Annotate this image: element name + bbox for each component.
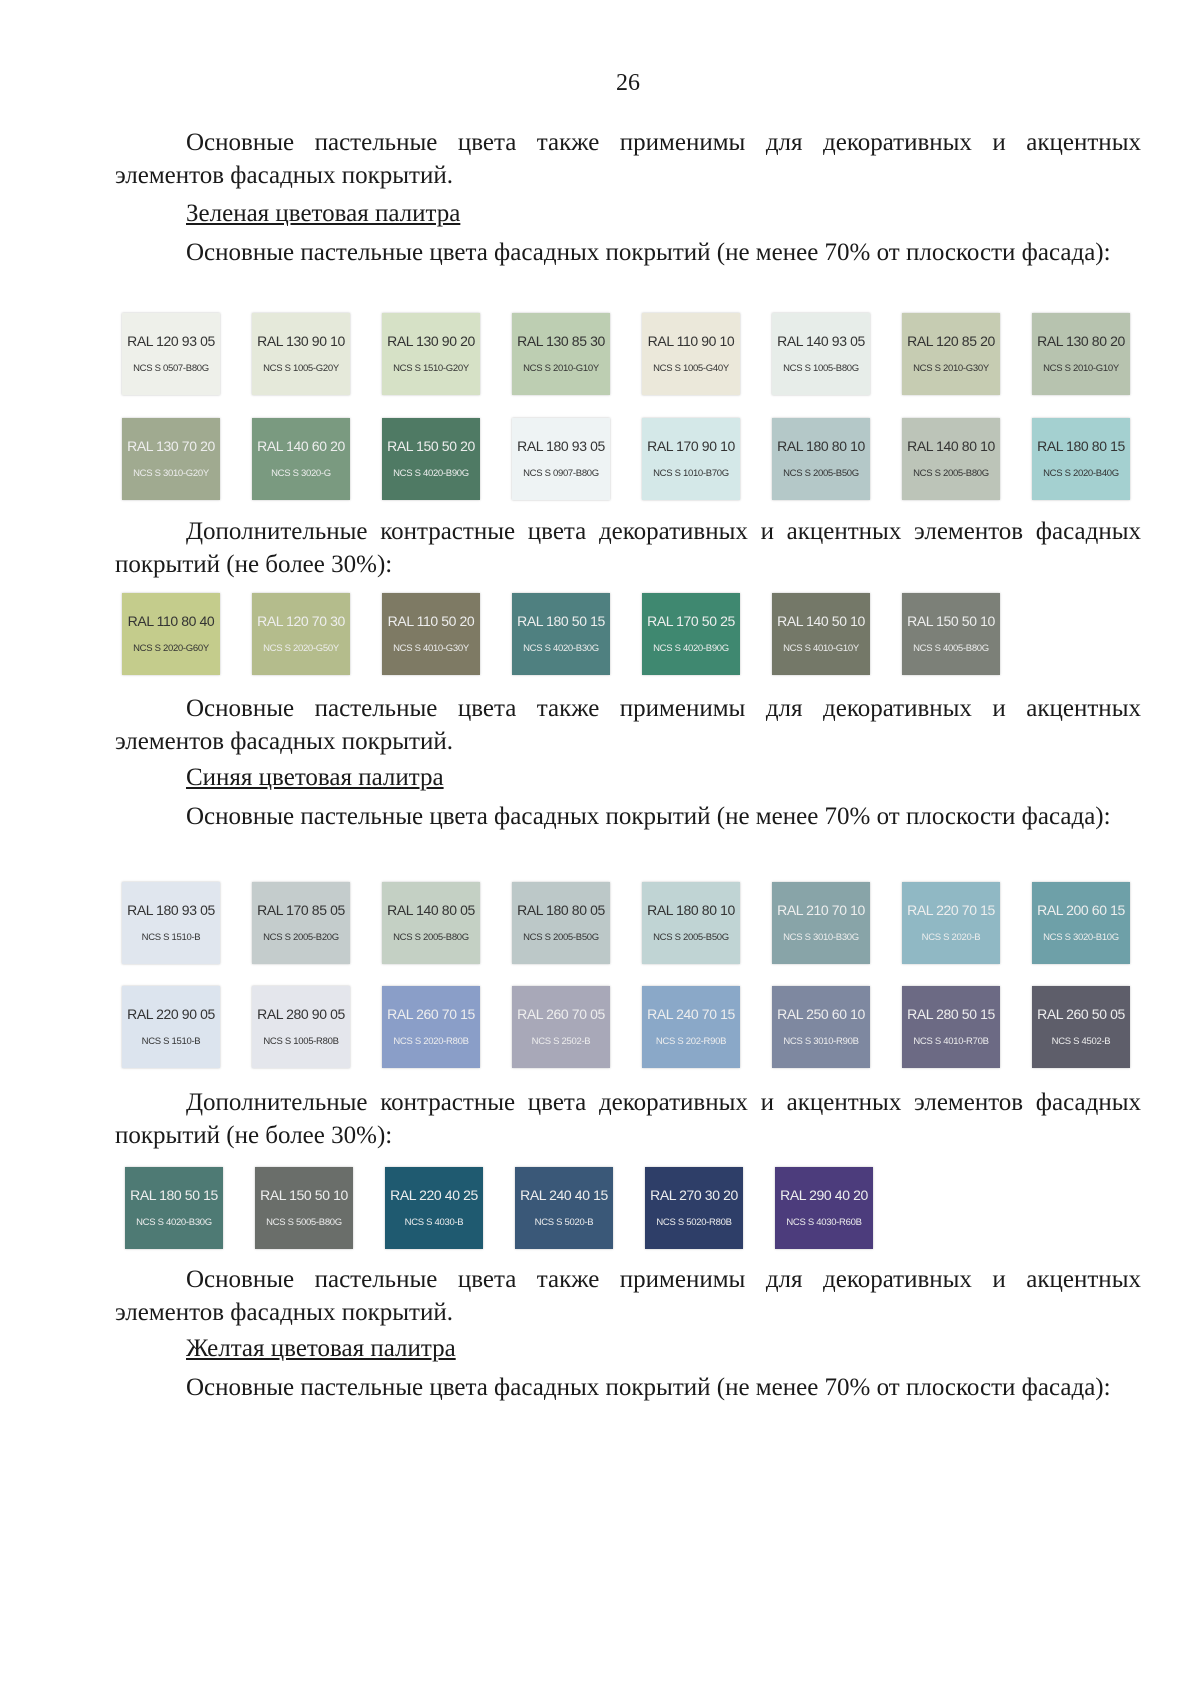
ral-code: RAL 140 60 20 bbox=[257, 438, 345, 454]
ncs-code: NCS S 1510-B bbox=[141, 1036, 201, 1047]
ncs-code: NCS S 1510-B bbox=[141, 932, 201, 943]
color-swatch bbox=[1032, 882, 1130, 964]
ncs-code: NCS S 4010-G10Y bbox=[783, 643, 859, 654]
ncs-code: NCS S 3010-R90B bbox=[783, 1036, 859, 1047]
color-swatch bbox=[122, 418, 220, 500]
ncs-code: NCS S 5020-B bbox=[534, 1217, 594, 1228]
ncs-code: NCS S 1005-G20Y bbox=[263, 363, 339, 374]
ncs-code: NCS S 4030-B bbox=[404, 1217, 464, 1228]
color-swatch bbox=[642, 986, 740, 1068]
color-swatch bbox=[512, 882, 610, 964]
ral-code: RAL 150 50 10 bbox=[907, 613, 995, 629]
color-swatch bbox=[255, 1167, 353, 1249]
ral-code: RAL 240 70 15 bbox=[647, 1006, 735, 1022]
ral-code: RAL 280 90 05 bbox=[257, 1006, 345, 1022]
paragraph-pastel-accent-3: Основные пастельные цвета также применимы для декоративных и акцентных элементов фасадных покрытий. bbox=[115, 1266, 1141, 1326]
ral-code: RAL 180 80 05 bbox=[517, 902, 605, 918]
color-swatch bbox=[642, 313, 740, 395]
ral-code: RAL 260 50 05 bbox=[1037, 1006, 1125, 1022]
color-swatch bbox=[122, 882, 220, 964]
ral-code: RAL 170 85 05 bbox=[257, 902, 345, 918]
color-swatch bbox=[382, 418, 480, 500]
ncs-code: NCS S 2020-R80B bbox=[393, 1036, 469, 1047]
ncs-code: NCS S 4020-B30G bbox=[136, 1217, 212, 1228]
ncs-code: NCS S 4005-B80G bbox=[913, 643, 989, 654]
ral-code: RAL 130 85 30 bbox=[517, 333, 605, 349]
color-swatch bbox=[772, 418, 870, 500]
paragraph-pastel-accent-2: Основные пастельные цвета также применимы для декоративных и акцентных элементов фасадных покрытий. bbox=[115, 695, 1141, 755]
ncs-code: NCS S 1005-G40Y bbox=[653, 363, 729, 374]
color-swatch bbox=[382, 882, 480, 964]
color-swatch bbox=[512, 986, 610, 1068]
color-swatch bbox=[382, 313, 480, 395]
ral-code: RAL 260 70 15 bbox=[387, 1006, 475, 1022]
paragraph-blue-main: Основные пастельные цвета фасадных покрытий (не менее 70% от плоскости фасада): bbox=[186, 803, 1111, 830]
ncs-code: NCS S 1510-G20Y bbox=[393, 363, 469, 374]
ral-code: RAL 150 50 10 bbox=[260, 1187, 348, 1203]
ncs-code: NCS S 1005-R80B bbox=[263, 1036, 339, 1047]
color-swatch bbox=[902, 986, 1000, 1068]
ncs-code: NCS S 4020-B30G bbox=[523, 643, 599, 654]
ncs-code: NCS S 4020-B90G bbox=[393, 468, 469, 479]
color-swatch bbox=[902, 593, 1000, 675]
color-swatch bbox=[515, 1167, 613, 1249]
ncs-code: NCS S 0507-B80G bbox=[133, 363, 209, 374]
ncs-code: NCS S 3010-B30G bbox=[783, 932, 859, 943]
ncs-code: NCS S 2010-G10Y bbox=[1043, 363, 1119, 374]
ncs-code: NCS S 2010-G30Y bbox=[913, 363, 989, 374]
ncs-code: NCS S 2020-G50Y bbox=[263, 643, 339, 654]
color-swatch bbox=[642, 882, 740, 964]
color-swatch bbox=[252, 593, 350, 675]
color-swatch bbox=[385, 1167, 483, 1249]
ncs-code: NCS S 2502-B bbox=[531, 1036, 591, 1047]
ncs-code: NCS S 3020-B10G bbox=[1043, 932, 1119, 943]
color-swatch bbox=[252, 313, 350, 395]
ral-code: RAL 110 80 40 bbox=[127, 613, 215, 629]
ncs-code: NCS S 4030-R60B bbox=[786, 1217, 862, 1228]
ral-code: RAL 120 93 05 bbox=[127, 333, 215, 349]
heading-yellow-palette: Желтая цветовая палитра bbox=[186, 1335, 456, 1362]
color-swatch bbox=[902, 313, 1000, 395]
ral-code: RAL 290 40 20 bbox=[780, 1187, 868, 1203]
ral-code: RAL 140 50 10 bbox=[777, 613, 865, 629]
ncs-code: NCS S 2020-B40G bbox=[1043, 468, 1119, 479]
paragraph-blue-contrast: Дополнительные контрастные цвета декоративных и акцентных элементов фасадных покрытий (не более 30%): bbox=[115, 1089, 1141, 1149]
ral-code: RAL 180 93 05 bbox=[517, 438, 605, 454]
color-swatch bbox=[772, 593, 870, 675]
ral-code: RAL 180 50 15 bbox=[130, 1187, 218, 1203]
ral-code: RAL 180 80 10 bbox=[777, 438, 865, 454]
paragraph-yellow-main: Основные пастельные цвета фасадных покрытий (не менее 70% от плоскости фасада): bbox=[186, 1374, 1111, 1401]
ral-code: RAL 110 50 20 bbox=[387, 613, 475, 629]
paragraph-green-contrast: Дополнительные контрастные цвета декоративных и акцентных элементов фасадных покрытий (не более 30%): bbox=[115, 518, 1141, 578]
heading-blue-palette: Синяя цветовая палитра bbox=[186, 764, 444, 791]
ral-code: RAL 140 93 05 bbox=[777, 333, 865, 349]
ncs-code: NCS S 4020-B90G bbox=[653, 643, 729, 654]
color-swatch bbox=[645, 1167, 743, 1249]
color-swatch bbox=[1032, 313, 1130, 395]
ncs-code: NCS S 4010-R70B bbox=[913, 1036, 989, 1047]
ncs-code: NCS S 0907-B80G bbox=[523, 468, 599, 479]
color-swatch bbox=[775, 1167, 873, 1249]
ral-code: RAL 140 80 05 bbox=[387, 902, 475, 918]
ral-code: RAL 150 50 20 bbox=[387, 438, 475, 454]
ral-code: RAL 180 80 10 bbox=[647, 902, 735, 918]
ncs-code: NCS S 5020-R80B bbox=[656, 1217, 732, 1228]
ncs-code: NCS S 2005-B50G bbox=[653, 932, 729, 943]
ral-code: RAL 120 85 20 bbox=[907, 333, 995, 349]
color-swatch bbox=[512, 418, 610, 500]
ral-code: RAL 240 40 15 bbox=[520, 1187, 608, 1203]
color-swatch bbox=[252, 986, 350, 1068]
ncs-code: NCS S 2020-B bbox=[921, 932, 981, 943]
ncs-code: NCS S 3020-G bbox=[271, 468, 331, 479]
ncs-code: NCS S 2010-G10Y bbox=[523, 363, 599, 374]
ncs-code: NCS S 2005-B20G bbox=[263, 932, 339, 943]
ncs-code: NCS S 2005-B80G bbox=[913, 468, 989, 479]
color-swatch bbox=[512, 313, 610, 395]
page-number: 26 bbox=[616, 70, 640, 96]
color-swatch bbox=[252, 882, 350, 964]
ncs-code: NCS S 2005-B50G bbox=[783, 468, 859, 479]
ncs-code: NCS S 1010-B70G bbox=[653, 468, 729, 479]
ncs-code: NCS S 2020-G60Y bbox=[133, 643, 209, 654]
color-swatch bbox=[902, 418, 1000, 500]
color-swatch bbox=[642, 593, 740, 675]
ral-code: RAL 130 90 10 bbox=[257, 333, 345, 349]
ral-code: RAL 170 90 10 bbox=[647, 438, 735, 454]
ral-code: RAL 250 60 10 bbox=[777, 1006, 865, 1022]
ral-code: RAL 130 80 20 bbox=[1037, 333, 1125, 349]
color-swatch bbox=[382, 593, 480, 675]
ral-code: RAL 220 40 25 bbox=[390, 1187, 478, 1203]
color-swatch bbox=[122, 593, 220, 675]
ncs-code: NCS S 3010-G20Y bbox=[133, 468, 209, 479]
ral-code: RAL 170 50 25 bbox=[647, 613, 735, 629]
ral-code: RAL 130 90 20 bbox=[387, 333, 475, 349]
color-swatch bbox=[382, 986, 480, 1068]
color-swatch bbox=[1032, 418, 1130, 500]
color-swatch bbox=[125, 1167, 223, 1249]
ral-code: RAL 180 80 15 bbox=[1037, 438, 1125, 454]
ral-code: RAL 140 80 10 bbox=[907, 438, 995, 454]
color-swatch bbox=[772, 986, 870, 1068]
color-swatch bbox=[1032, 986, 1130, 1068]
ncs-code: NCS S 2005-B80G bbox=[393, 932, 469, 943]
color-swatch bbox=[772, 313, 870, 395]
color-swatch bbox=[122, 986, 220, 1068]
color-swatch bbox=[122, 313, 220, 395]
color-swatch bbox=[902, 882, 1000, 964]
ral-code: RAL 220 90 05 bbox=[127, 1006, 215, 1022]
ral-code: RAL 120 70 30 bbox=[257, 613, 345, 629]
ral-code: RAL 180 93 05 bbox=[127, 902, 215, 918]
ncs-code: NCS S 202-R90B bbox=[655, 1036, 727, 1047]
ral-code: RAL 210 70 10 bbox=[777, 902, 865, 918]
color-swatch bbox=[512, 593, 610, 675]
ral-code: RAL 220 70 15 bbox=[907, 902, 995, 918]
ral-code: RAL 130 70 20 bbox=[127, 438, 215, 454]
paragraph-pastel-accent-1: Основные пастельные цвета также применимы для декоративных и акцентных элементов фасадных покрытий. bbox=[115, 129, 1141, 189]
ral-code: RAL 110 90 10 bbox=[647, 333, 735, 349]
ncs-code: NCS S 5005-B80G bbox=[266, 1217, 342, 1228]
color-swatch bbox=[642, 418, 740, 500]
ral-code: RAL 180 50 15 bbox=[517, 613, 605, 629]
paragraph-green-main: Основные пастельные цвета фасадных покрытий (не менее 70% от плоскости фасада): bbox=[186, 239, 1111, 266]
heading-green-palette: Зеленая цветовая палитра bbox=[186, 200, 461, 227]
ncs-code: NCS S 1005-B80G bbox=[783, 363, 859, 374]
color-swatch bbox=[772, 882, 870, 964]
color-swatch bbox=[252, 418, 350, 500]
ral-code: RAL 260 70 05 bbox=[517, 1006, 605, 1022]
ral-code: RAL 280 50 15 bbox=[907, 1006, 995, 1022]
ral-code: RAL 270 30 20 bbox=[650, 1187, 738, 1203]
ncs-code: NCS S 2005-B50G bbox=[523, 932, 599, 943]
ncs-code: NCS S 4010-G30Y bbox=[393, 643, 469, 654]
ral-code: RAL 200 60 15 bbox=[1037, 902, 1125, 918]
ncs-code: NCS S 4502-B bbox=[1051, 1036, 1111, 1047]
